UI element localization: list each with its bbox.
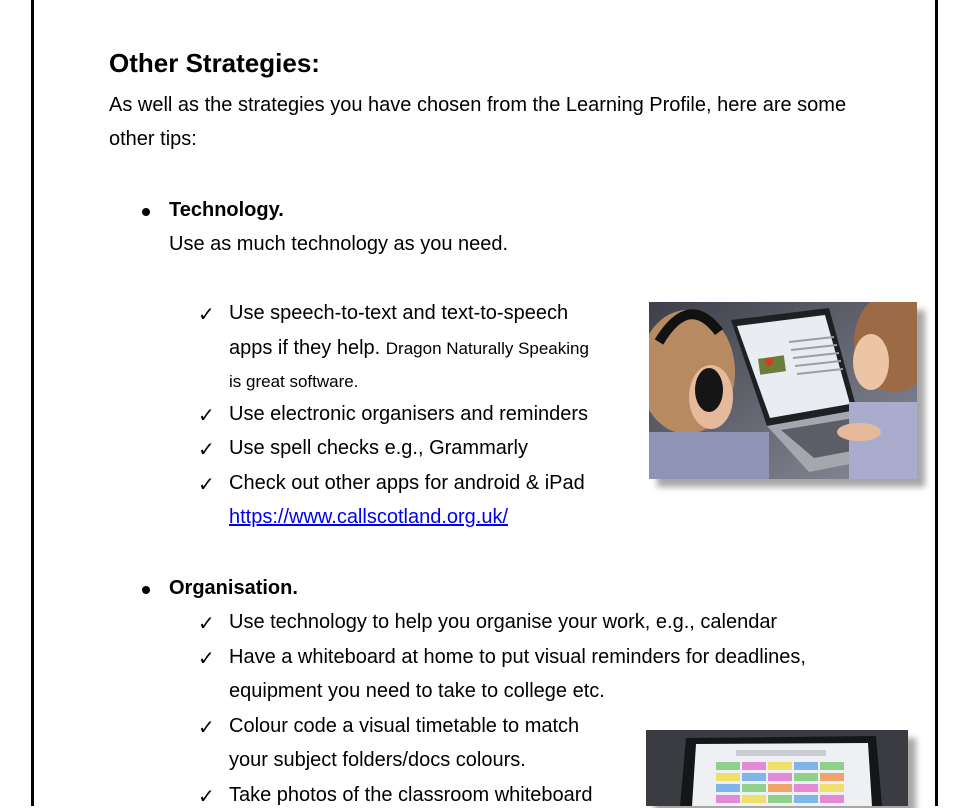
checkmark-icon: ✓	[198, 302, 215, 326]
organisation-title: Organisation.	[169, 577, 298, 599]
checkmark-icon: ✓	[198, 715, 215, 739]
tech-item-speech-line-2a: apps if they help.	[229, 337, 381, 359]
page-title: Other Strategies:	[109, 48, 320, 78]
tech-item-spell: Use spell checks e.g., Grammarly	[229, 437, 528, 459]
org-item-photos: Take photos of the classroom whiteboard	[229, 784, 593, 806]
timetable-laptop-photo	[646, 730, 908, 806]
callscotland-link[interactable]: https://www.callscotland.org.uk/	[229, 506, 509, 528]
org-item-calendar: Use technology to help you organise your work, e.g., calendar	[229, 611, 778, 633]
checkmark-icon: ✓	[198, 646, 215, 670]
checkmark-icon: ✓	[198, 472, 215, 496]
intro-line-1: As well as the strategies you have chosen from the Learning Profile, here are some	[109, 94, 847, 116]
checkmark-icon: ✓	[198, 784, 215, 808]
org-item-colour-line-1: Colour code a visual timetable to match	[229, 715, 580, 737]
technology-title: Technology.	[169, 199, 284, 221]
checkmark-icon: ✓	[198, 611, 215, 635]
intro-line-2: other tips:	[109, 128, 197, 150]
technology-description: Use as much technology as you need.	[169, 233, 509, 255]
checkmark-icon: ✓	[198, 437, 215, 461]
org-item-colour-line-2: your subject folders/docs colours.	[229, 749, 526, 771]
students-laptop-photo	[649, 302, 917, 479]
bullet-icon	[142, 208, 150, 216]
page-border-right	[935, 0, 938, 806]
tech-item-speech-line-3: is great software.	[229, 372, 359, 391]
bullet-icon	[142, 586, 150, 594]
tech-item-speech-line-2b: Dragon Naturally Speaking	[385, 339, 589, 358]
tech-item-apps: Check out other apps for android & iPad	[229, 472, 585, 494]
page-border-left	[31, 0, 34, 806]
tech-item-organisers: Use electronic organisers and reminders	[229, 403, 589, 425]
checkmark-icon: ✓	[198, 403, 215, 427]
org-item-whiteboard-line-2: equipment you need to take to college etc.	[229, 680, 605, 702]
tech-item-speech-line-1: Use speech-to-text and text-to-speech	[229, 302, 569, 324]
org-item-whiteboard-line-1: Have a whiteboard at home to put visual reminders for deadlines,	[229, 646, 806, 668]
tech-item-speech-line-2	[229, 337, 589, 360]
